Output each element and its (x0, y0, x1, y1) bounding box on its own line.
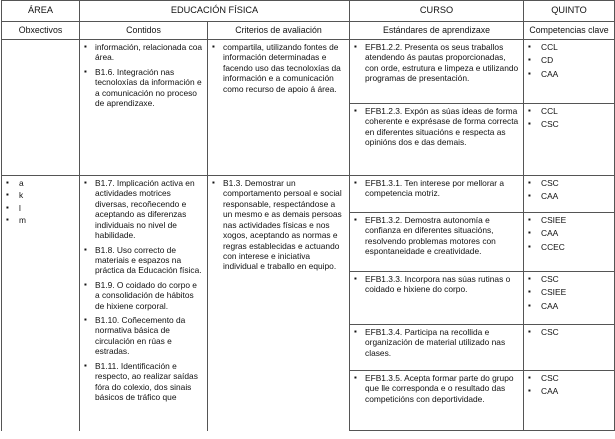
criteria-cell (208, 176, 350, 431)
competences-cell (524, 40, 615, 104)
competences-cell (524, 176, 615, 213)
criteria-text: ▪ compartila, utilizando fontes de información determinadas e facendo uso das tecnoloxías da información e a comunicación como recurso de apoio á área. (212, 42, 345, 94)
standard-cell (350, 104, 524, 176)
subheader-objectives: Obxectivos (2, 22, 80, 40)
table-row (2, 40, 615, 104)
standard-cell (350, 272, 524, 325)
competence-item: ▪ CSC (528, 373, 610, 383)
standard-text: ▪ EFB1.3.5. Acepta formar parte do grupo que lle corresponda e o resultado das competicións con deportividade. (354, 373, 519, 404)
header-course: CURSO (350, 1, 524, 22)
competence-item: ▪ CSC (528, 119, 610, 129)
content-item: ▪ información, relacionada coa área. (84, 42, 203, 63)
competence-item: ▪ CAA (528, 191, 610, 201)
standard-cell (350, 213, 524, 272)
standard-text: ▪ EFB1.3.2. Demostra autonomía e confianza en diferentes situacións, resolvendo problemas motores con espontaneidade e creatividade. (354, 215, 519, 257)
table-row (2, 176, 615, 213)
contents-cell (80, 176, 208, 431)
competence-item: ▪ CAA (528, 386, 610, 396)
standard-cell (350, 325, 524, 371)
competence-item: ▪ CSIEE (528, 215, 610, 225)
competence-item: ▪ CSC (528, 178, 610, 188)
content-item: ▪ B1.7. Implicación activa en actividades motrices diversas, recoñecendo e aceptando as diferenzas individuais no nivel de habilidade. (84, 178, 203, 241)
standard-text: ▪ EFB1.2.2. Presenta os seus traballos atendendo ás pautas proporcionadas, con orde, estrutura e limpeza e utilizando programas de presentación. (354, 42, 519, 84)
standard-cell (350, 371, 524, 431)
subheader-criteria: Criterios de avaliación (208, 22, 350, 40)
objective-item: ▪ m (6, 215, 75, 225)
header-row (2, 1, 615, 22)
curriculum-table (1, 0, 615, 431)
content-item: ▪ B1.10. Coñecemento da normativa básica de circulación en rúas e estradas. (84, 315, 203, 357)
objectives-cell (2, 176, 80, 431)
subheader-contents: Contidos (80, 22, 208, 40)
standard-cell (350, 176, 524, 213)
competences-cell (524, 104, 615, 176)
standard-cell (350, 40, 524, 104)
competence-item: ▪ CSC (528, 327, 610, 337)
objective-item: ▪ a (6, 178, 75, 188)
subheader-competences: Competencias clave (524, 22, 615, 40)
criteria-text: ▪ B1.3. Demostrar un comportamento persoal e social responsable, respectándose a un mesmo e as demais persoas nas actividades físicas e nos xogos, aceptando as normas e regras establecidas e actuando con interese e iniciativa individual e traballo en equipo. (212, 178, 345, 272)
competence-item: ▪ CCL (528, 106, 610, 116)
content-item: ▪ B1.11. Identificación e respecto, ao realizar saídas fóra do colexio, dos sinais básicos de tráfico que (84, 361, 203, 403)
competences-cell (524, 371, 615, 431)
content-item: ▪ B1.8. Uso correcto de materiais e espazos na práctica da Educación física. (84, 245, 203, 276)
objectives-cell (2, 40, 80, 176)
subheader-standards: Estándares de aprendizaxe (350, 22, 524, 40)
subheader-row (2, 22, 615, 40)
competence-item: ▪ CAA (528, 228, 610, 238)
competences-cell (524, 325, 615, 371)
standard-text: ▪ EFB1.3.3. Incorpora nas súas rutinas o coidado e hixiene do corpo. (354, 274, 519, 295)
standard-text: ▪ EFB1.3.1. Ten interese por mellorar a competencia motriz. (354, 178, 519, 199)
competence-item: ▪ CAA (528, 69, 610, 79)
header-grade: QUINTO (524, 1, 615, 22)
contents-cell (80, 40, 208, 176)
objective-item: ▪ l (6, 203, 75, 213)
content-item: ▪ B1.9. O coidado do corpo e a consolidación de hábitos de hixiene corporal. (84, 280, 203, 311)
competences-cell (524, 272, 615, 325)
standard-text: ▪ EFB1.3.4. Participa na recollida e organización de material utilizado nas clases. (354, 327, 519, 358)
header-subject: EDUCACIÓN FÍSICA (80, 1, 350, 22)
criteria-cell (208, 40, 350, 176)
objective-item: ▪ k (6, 190, 75, 200)
competence-item: ▪ CSIEE (528, 287, 610, 297)
competence-item: ▪ CSC (528, 274, 610, 284)
content-item: ▪ B1.6. Integración nas tecnoloxías da información e a comunicación no proceso de aprendizaxe. (84, 67, 203, 109)
competence-item: ▪ CCL (528, 42, 610, 52)
competence-item: ▪ CCEC (528, 242, 610, 252)
competence-item: ▪ CD (528, 55, 610, 65)
competences-cell (524, 213, 615, 272)
standard-text: ▪ EFB1.2.3. Expón as súas ideas de forma coherente e exprésase de forma correcta en diferentes situacións e respecta as opinións dos e das demais. (354, 106, 519, 148)
competence-item: ▪ CAA (528, 301, 610, 311)
header-area: ÁREA (2, 1, 80, 22)
